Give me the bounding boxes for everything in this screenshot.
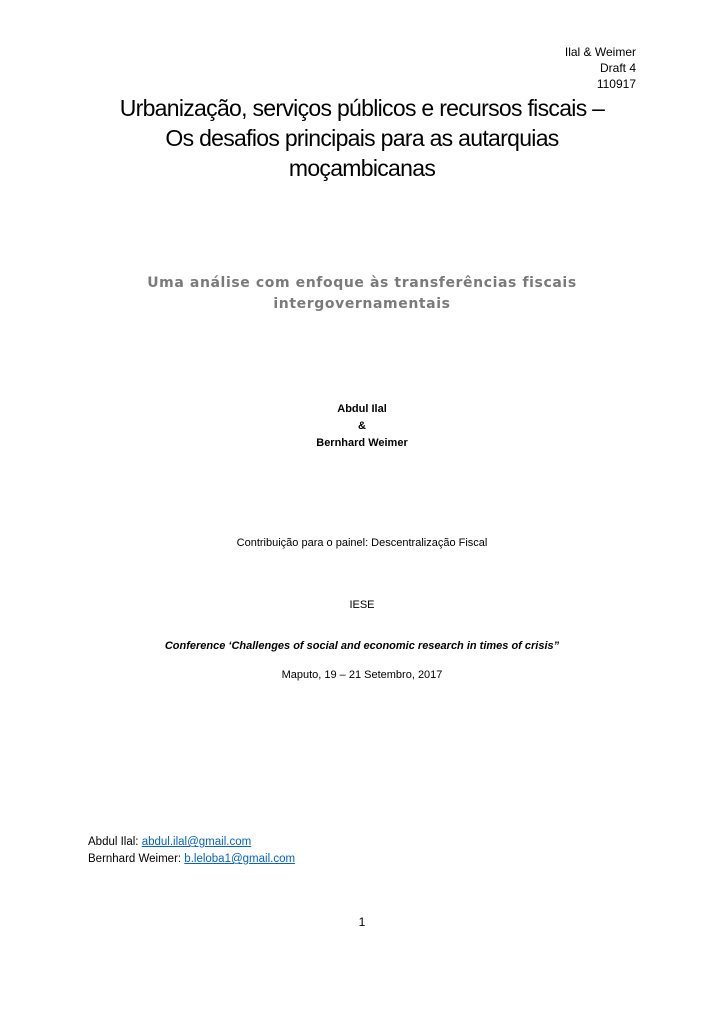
contact-label-2: Bernhard Weimer: bbox=[88, 853, 185, 865]
title-line-3: moçambicanas bbox=[288, 155, 436, 181]
author-separator: & bbox=[358, 420, 366, 432]
panel-contribution: Contribuição para o painel: Descentralização Fiscal bbox=[236, 537, 488, 549]
institution: IESE bbox=[349, 599, 375, 611]
contact-line-2 bbox=[88, 851, 295, 868]
author-name-1: Abdul Ilal bbox=[337, 403, 387, 415]
header-draft: Draft 4 bbox=[599, 61, 636, 75]
email-link-2[interactable]: b.leloba1@gmail.com bbox=[184, 853, 296, 865]
location-date: Maputo, 19 – 21 Setembro, 2017 bbox=[281, 669, 443, 681]
title-line-1: Urbanização, serviços públicos e recursos fiscais – bbox=[119, 95, 605, 121]
contact-label-1: Abdul Ilal: bbox=[88, 836, 142, 848]
conference-title: Conference ‘Challenges of social and economic research in times of crisis” bbox=[164, 640, 560, 652]
header-code: 110917 bbox=[596, 77, 636, 91]
header-authors: Ilal & Weimer bbox=[564, 45, 636, 59]
title-line-2: Os desafios principais para as autarquias bbox=[165, 125, 559, 151]
author-block bbox=[80, 401, 644, 452]
subtitle-line-1: Uma análise com enfoque às transferências fiscais bbox=[147, 275, 577, 291]
author-name-2: Bernhard Weimer bbox=[316, 437, 408, 449]
running-header bbox=[565, 44, 636, 92]
document-subtitle bbox=[80, 273, 644, 315]
contact-line-1 bbox=[88, 834, 295, 851]
email-link-1[interactable]: abdul.ilal@gmail.com bbox=[141, 836, 252, 848]
document-title bbox=[80, 93, 644, 183]
contact-block bbox=[88, 834, 295, 868]
subtitle-line-2: intergovernamentais bbox=[273, 296, 451, 312]
page-number: 1 bbox=[358, 915, 366, 929]
